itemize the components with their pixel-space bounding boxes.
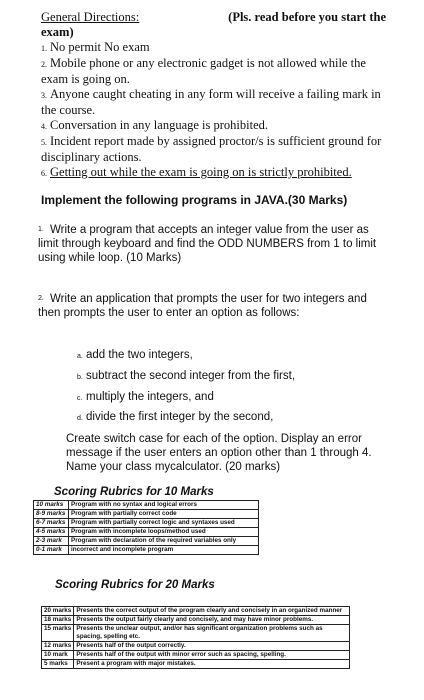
rubric-10-table <box>33 500 259 555</box>
table-row: 10 mark Presents half of the output with minor error such as spacing, spelling. <box>42 651 350 660</box>
section-heading: Implement the following programs in JAVA.(30 Marks) <box>41 193 348 207</box>
table-row: 4-5 marks Program with incomplete loops/method used <box>34 528 259 537</box>
option-d: d. divide the first integer by the second, <box>77 411 274 423</box>
problem-text: Write a program that accepts an integer value from the user as limit through keyboard and find the ODD NUMBERS from 1 to limit using while loop. (10 Marks) <box>38 224 377 265</box>
table-row: 18 marks Presents the output fairly clearly and concisely, and may have minor problems. <box>42 616 350 625</box>
table-row: 8-9 marks Program with partially correct code <box>34 510 259 519</box>
directions-list <box>41 40 386 181</box>
table-row: 0-1 mark incorrect and incomplete program <box>34 546 259 555</box>
problem-2 <box>38 292 388 320</box>
table-row: 12 marks Presents half of the output correctly. <box>42 642 350 651</box>
list-item: 5. Incident report made by assigned proctor/s is sufficient ground for disciplinary actions. <box>41 134 382 164</box>
table-row: 15 marks Presents the unclear output, and/or has significant organization problems such as spacing, spelling etc. <box>42 625 350 642</box>
option-c: c. multiply the integers, and <box>77 391 214 403</box>
problem-2-closing: Create switch case for each of the option. Display an error message if the user enters an option other than 1 through 4. Name your class mycalculator. (20 marks) <box>66 433 372 473</box>
problem-1 <box>38 223 388 265</box>
problem-text: Write an application that prompts the user for two integers and then prompts the user to enter an option as follows: <box>38 293 367 320</box>
option-b: b. subtract the second integer from the first, <box>77 370 296 382</box>
list-item: 2. Mobile phone or any electronic gadget is not allowed while the exam is going on. <box>41 56 366 86</box>
table-row: 6-7 marks Program with partially correct logic and syntaxes used <box>34 519 259 528</box>
directions-note: (Pls. read before you start the <box>228 10 386 24</box>
table-row: 20 marks Presents the correct output of the program clearly and concisely in an organized manner <box>42 607 350 616</box>
table-row: 10 marks Program with no syntax and logical errors <box>34 501 259 510</box>
rubric-20-table <box>41 606 350 669</box>
list-item: 6. Getting out while the exam is going on is strictly prohibited. <box>41 165 352 179</box>
general-directions <box>41 10 386 181</box>
problem-number: 1. <box>38 226 44 233</box>
rubric-20-title: Scoring Rubrics for 20 Marks <box>55 579 215 591</box>
table-row: 5 marks Present a program with major mistakes. <box>42 660 350 669</box>
directions-note-cont: exam) <box>41 25 74 39</box>
table-row: 2-3 mark Program with declaration of the required variables only <box>34 537 259 546</box>
list-item: 1. No permit No exam <box>41 40 150 54</box>
list-item: 4. Conversation in any language is prohibited. <box>41 118 269 132</box>
rubric-10-title: Scoring Rubrics for 10 Marks <box>54 486 214 498</box>
option-a: a. add the two integers, <box>77 349 193 361</box>
directions-title: General Directions: <box>41 10 140 24</box>
directions-header <box>41 10 386 25</box>
list-item: 3. Anyone caught cheating in any form will receive a failing mark in the course. <box>41 87 381 117</box>
problem-number: 2. <box>38 295 44 302</box>
